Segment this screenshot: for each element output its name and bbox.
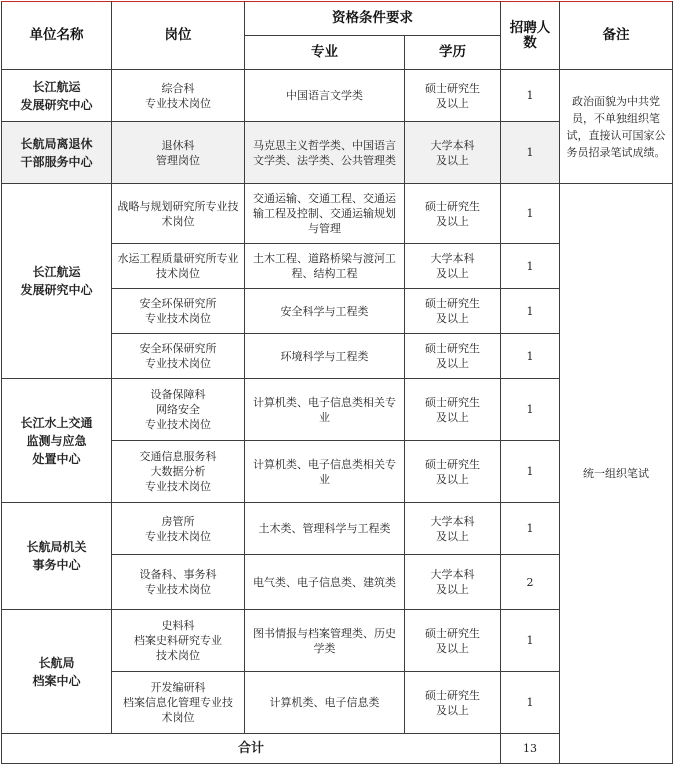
count-cell: 1 <box>501 122 560 184</box>
education-line: 及以上 <box>436 472 469 486</box>
position-cell: 战略与规划研究所专业技术岗位 <box>112 184 245 244</box>
major-cell: 计算机类、电子信息类相关专业 <box>245 441 405 503</box>
education-line: 及以上 <box>436 153 469 167</box>
unit-line: 档案中心 <box>32 673 81 688</box>
education-cell <box>405 379 501 441</box>
position-cell <box>112 70 245 122</box>
header-count-line2: 数 <box>523 34 537 51</box>
position-line: 专业技术岗位 <box>145 357 211 370</box>
major-cell: 电气类、电子信息类、建筑类 <box>245 555 405 610</box>
position-line: 史料科 <box>161 619 195 632</box>
header-major: 专业 <box>245 36 405 70</box>
header-note: 备注 <box>560 2 673 70</box>
major-cell: 土木工程、道路桥梁与渡河工程、结构工程 <box>245 244 405 289</box>
table-row <box>2 70 673 122</box>
education-line: 硕士研究生 <box>425 395 480 409</box>
count-cell: 1 <box>501 244 560 289</box>
header-requirements: 资格条件要求 <box>245 2 501 36</box>
position-line: 交通信息服务科 <box>139 450 217 463</box>
education-cell <box>405 672 501 734</box>
education-line: 及以上 <box>436 96 469 110</box>
count-cell: 1 <box>501 672 560 734</box>
unit-cell <box>2 70 112 122</box>
unit-line: 长江水上交通 <box>20 415 93 430</box>
position-cell <box>112 672 245 734</box>
education-cell <box>405 122 501 184</box>
major-cell: 土木类、管理科学与工程类 <box>245 503 405 555</box>
position-cell: 水运工程质量研究所专业技术岗位 <box>112 244 245 289</box>
unit-cell <box>2 184 112 379</box>
education-line: 硕士研究生 <box>425 297 480 310</box>
unit-cell <box>2 503 112 610</box>
count-cell: 1 <box>501 289 560 334</box>
education-line: 大学本科 <box>430 138 475 152</box>
education-cell <box>405 244 501 289</box>
education-line: 硕士研究生 <box>425 342 480 355</box>
education-cell <box>405 503 501 555</box>
position-line: 档案史料研究专业 <box>134 634 222 647</box>
unit-line: 长江航运 <box>32 79 81 94</box>
major-cell: 安全科学与工程类 <box>245 289 405 334</box>
total-label: 合计 <box>2 734 501 764</box>
unit-line: 发展研究中心 <box>20 97 93 112</box>
header-education: 学历 <box>405 36 501 70</box>
position-line: 技术岗位 <box>156 649 200 662</box>
education-line: 及以上 <box>436 703 469 717</box>
position-line: 综合科 <box>161 81 195 95</box>
position-cell <box>112 555 245 610</box>
position-line: 大数据分析 <box>150 465 206 478</box>
count-cell: 1 <box>501 70 560 122</box>
position-line: 专业技术岗位 <box>145 96 211 110</box>
education-line: 大学本科 <box>430 252 475 265</box>
major-cell: 环境科学与工程类 <box>245 334 405 379</box>
position-line: 设备科、事务科 <box>139 568 217 581</box>
position-line: 专业技术岗位 <box>145 312 211 325</box>
unit-cell <box>2 122 112 184</box>
education-line: 硕士研究生 <box>425 626 480 640</box>
education-line: 及以上 <box>436 410 469 424</box>
count-cell: 1 <box>501 184 560 244</box>
count-cell: 1 <box>501 379 560 441</box>
unit-cell <box>2 379 112 503</box>
major-cell: 中国语言文学类 <box>245 70 405 122</box>
header-position: 岗位 <box>112 2 245 70</box>
education-cell <box>405 334 501 379</box>
education-line: 硕士研究生 <box>425 457 480 471</box>
education-line: 大学本科 <box>430 514 475 528</box>
unit-line: 干部服务中心 <box>20 154 93 169</box>
position-line: 管理岗位 <box>156 153 200 167</box>
education-line: 大学本科 <box>430 568 475 581</box>
education-line: 及以上 <box>436 312 469 325</box>
position-line: 房管所 <box>161 514 195 528</box>
major-cell: 计算机类、电子信息类相关专业 <box>245 379 405 441</box>
education-cell <box>405 441 501 503</box>
position-cell <box>112 441 245 503</box>
position-line: 安全环保研究所 <box>139 342 217 355</box>
position-cell <box>112 610 245 672</box>
position-line: 设备保障科 <box>150 388 206 401</box>
education-cell <box>405 289 501 334</box>
education-line: 及以上 <box>436 529 469 543</box>
table-row <box>2 184 673 244</box>
position-cell <box>112 334 245 379</box>
position-line: 安全环保研究所 <box>139 297 217 310</box>
position-line: 开发编研科 <box>150 681 206 694</box>
total-count: 13 <box>501 734 560 764</box>
recruitment-table-container <box>1 1 672 774</box>
header-count-line1: 招聘人 <box>509 19 551 36</box>
education-cell <box>405 184 501 244</box>
unit-line: 处置中心 <box>32 451 81 466</box>
position-line: 专业技术岗位 <box>145 583 211 596</box>
major-cell: 马克思主义哲学类、中国语言文学类、法学类、公共管理类 <box>245 122 405 184</box>
position-line: 档案信息化管理专业技 <box>123 696 233 709</box>
education-cell <box>405 70 501 122</box>
unit-line: 发展研究中心 <box>20 283 93 297</box>
count-cell: 1 <box>501 503 560 555</box>
education-cell <box>405 610 501 672</box>
position-line: 专业技术岗位 <box>145 480 211 493</box>
position-line: 专业技术岗位 <box>145 418 211 431</box>
unit-line: 监测与应急 <box>26 433 87 448</box>
unit-line: 长航局 <box>38 655 75 670</box>
education-line: 及以上 <box>436 641 469 655</box>
note-cell: 统一组织笔试 <box>560 184 673 764</box>
education-line: 及以上 <box>436 583 469 596</box>
major-cell: 图书情报与档案管理类、历史学类 <box>245 610 405 672</box>
position-line: 专业技术岗位 <box>145 529 211 543</box>
count-cell: 2 <box>501 555 560 610</box>
position-cell <box>112 503 245 555</box>
education-line: 及以上 <box>436 357 469 370</box>
recruitment-table <box>1 1 673 764</box>
position-line: 术岗位 <box>161 711 195 724</box>
header-unit: 单位名称 <box>2 2 112 70</box>
major-cell: 交通运输、交通工程、交通运输工程及控制、交通运输规划与管理 <box>245 184 405 244</box>
unit-line: 长航局离退休 <box>20 136 93 151</box>
education-line: 及以上 <box>436 267 469 280</box>
position-cell <box>112 122 245 184</box>
unit-line: 长航局机关 <box>26 540 87 554</box>
count-cell: 1 <box>501 610 560 672</box>
education-line: 及以上 <box>436 214 469 228</box>
position-line: 退休科 <box>161 138 195 152</box>
unit-line: 长江航运 <box>32 265 81 279</box>
count-cell: 1 <box>501 441 560 503</box>
position-line: 网络安全 <box>156 403 200 416</box>
unit-cell <box>2 610 112 734</box>
count-cell: 1 <box>501 334 560 379</box>
header-count <box>501 2 560 70</box>
education-cell <box>405 555 501 610</box>
education-line: 硕士研究生 <box>425 199 480 213</box>
major-cell: 计算机类、电子信息类 <box>245 672 405 734</box>
note-cell: 政治面貌为中共党员，不单独组织笔试，直接认可国家公务员招录笔试成绩。 <box>560 70 673 184</box>
unit-line: 事务中心 <box>32 558 81 572</box>
education-line: 硕士研究生 <box>425 688 480 702</box>
education-line: 硕士研究生 <box>425 81 480 95</box>
position-cell <box>112 289 245 334</box>
position-cell <box>112 379 245 441</box>
